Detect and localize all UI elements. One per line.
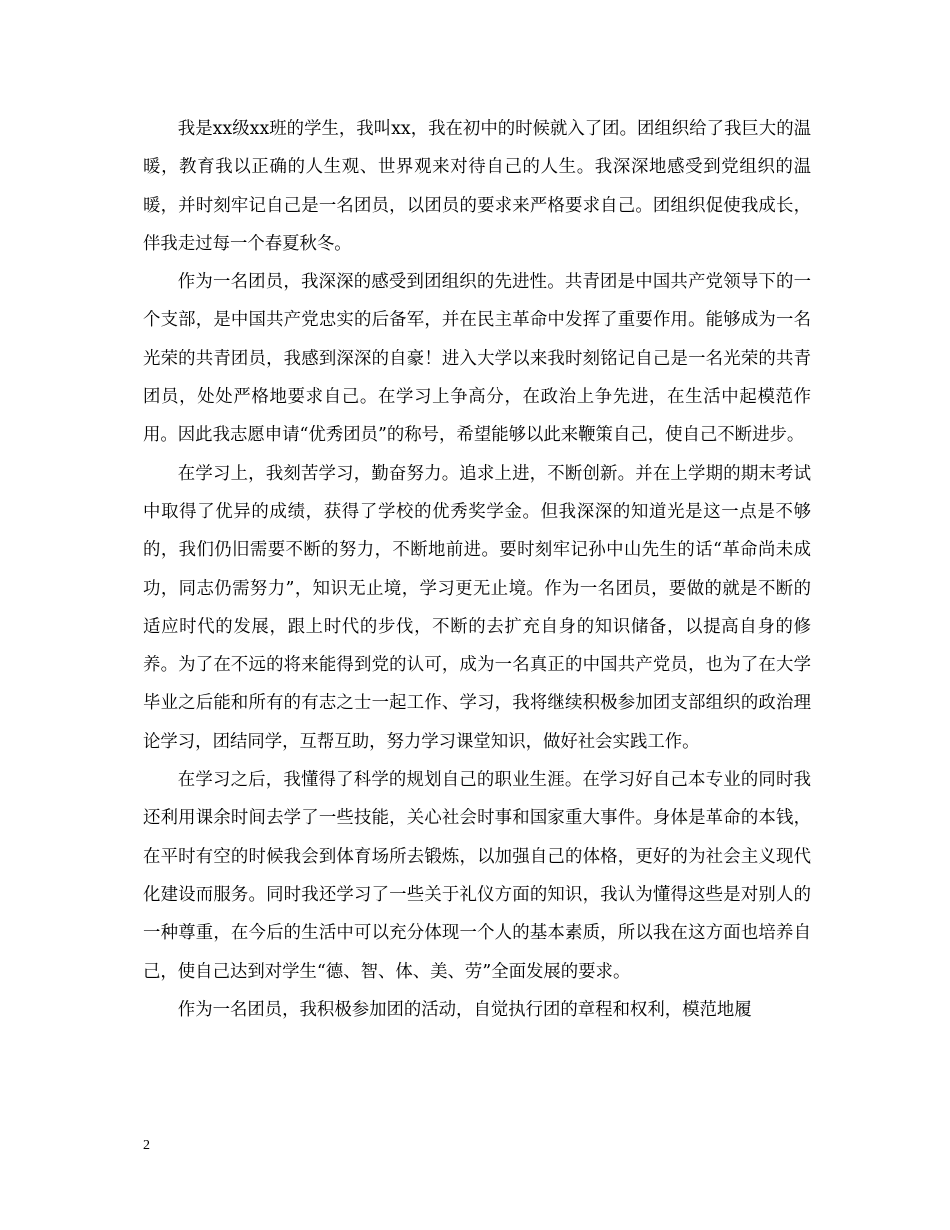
document-body [143, 110, 811, 1029]
paragraph-5: 作为一名团员，我积极参加团的活动，自觉执行团的章程和权利，模范地履 [177, 999, 752, 1020]
paragraph-2: 作为一名团员，我深深的感受到团组织的先进性。共青团是中国共产党领导下的一个支部，是中国共产党忠实的后备军，并在民主革命中发挥了重要作用。能够成为一名光荣的共青团员，我感到深深的自豪！进入大学以来我时刻铭记自己是一名光荣的共青团员，处处严格地要求自己。在学习上争高分，在政治上争先进，在生活中起模范作用。因此我志愿申请“优秀团员”的称号，希望能够以此来鞭策自己，使自己不断进步。 [143, 272, 811, 446]
paragraph-3: 在学习上，我刻苦学习，勤奋努力。追求上进，不断创新。并在上学期的期末考试中取得了优异的成绩，获得了学校的优秀奖学金。但我深深的知道光是这一点是不够的，我们仍旧需要不断的努力，不断地前进。要时刻牢记孙中山先生的话“革命尚未成功，同志仍需努力”，知识无止境，学习更无止境。作为一名团员，要做的就是不断的适应时代的发展，跟上时代的步伐，不断的去扩充自身的知识储备，以提高自身的修养。为了在不远的将来能得到党的认可，成为一名真正的中国共产党员，也为了在大学毕业之后能和所有的有志之士一起工作、学习，我将继续积极参加团支部组织的政治理论学习，团结同学，互帮互助，努力学习课堂知识，做好社会实践工作。 [143, 463, 811, 752]
paragraph-4: 在学习之后，我懂得了科学的规划自己的职业生涯。在学习好自己本专业的同时我还利用课余时间去学了一些技能，关心社会时事和国家重大事件。身体是革命的本钱，在平时有空的时候我会到体育场所去锻炼，以加强自己的体格，更好的为社会主义现代化建设而服务。同时我还学习了一些关于礼仪方面的知识，我认为懂得这些是对别人的一种尊重，在今后的生活中可以充分体现一个人的基本素质，所以我在这方面也培养自己，使自己达到对学生“德、智、体、美、劳”全面发展的要求。 [143, 770, 811, 982]
paragraph-1: 我是xx级xx班的学生，我叫xx，我在初中的时候就入了团。团组织给了我巨大的温暖，教育我以正确的人生观、世界观来对待自己的人生。我深深地感受到党组织的温暖，并时刻牢记自己是一名团员，以团员的要求来严格要求自己。团组织促使我成长，伴我走过每一个春夏秋冬。 [143, 119, 811, 254]
page-number: 2 [143, 1138, 150, 1153]
